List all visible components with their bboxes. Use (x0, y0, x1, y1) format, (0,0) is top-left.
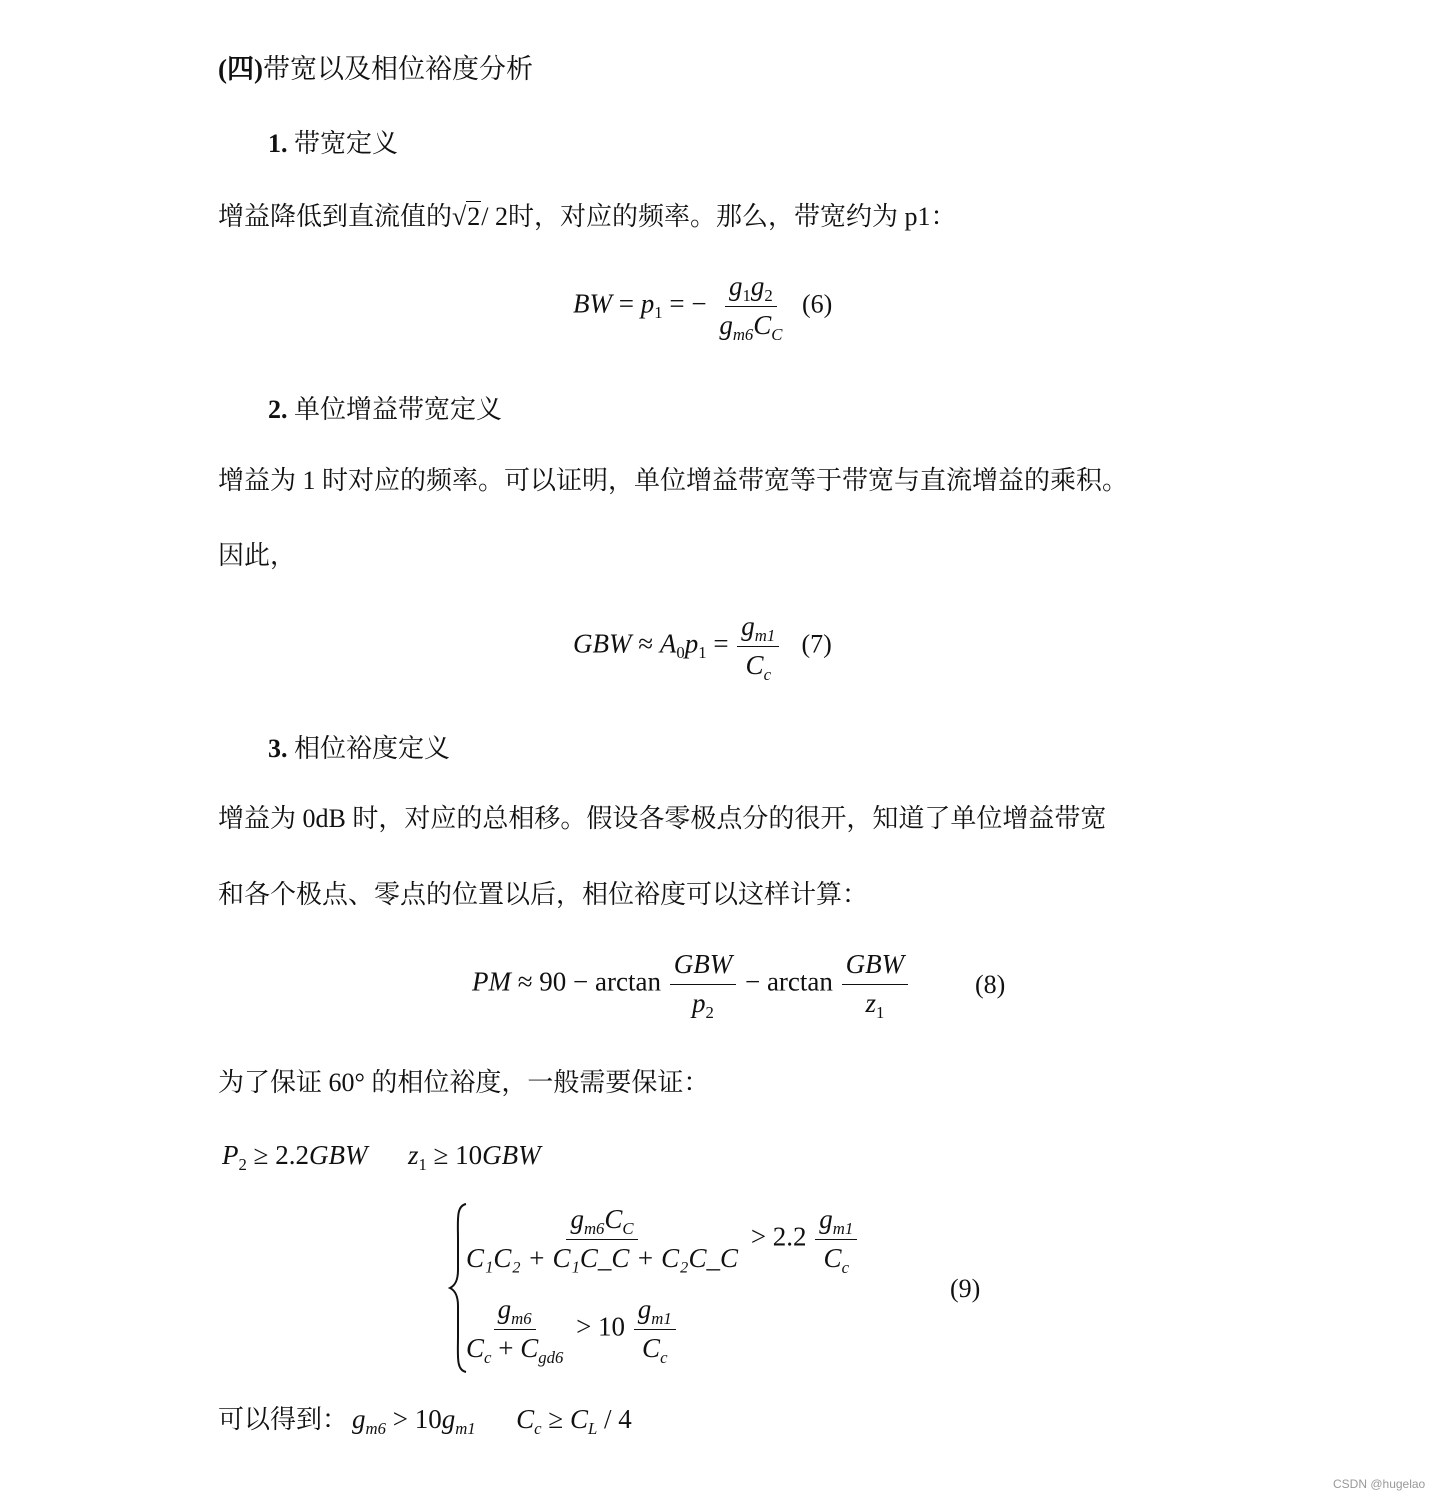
math-term: C (520, 1332, 539, 1363)
math-sub: m6 (365, 1418, 386, 1438)
paragraph-bandwidth-definition (218, 202, 957, 232)
math-op: ≈ (638, 628, 654, 659)
subsection-number: 1. (268, 129, 288, 158)
math-func: arctan (595, 966, 661, 997)
fraction (815, 1204, 857, 1277)
math-term: C₁C₂ + C₁C_C + C₂C_C (466, 1242, 739, 1273)
math-sub: c (484, 1347, 492, 1367)
fraction (462, 1294, 567, 1367)
math-term: C (745, 649, 764, 680)
math-sub: m6 (732, 324, 754, 344)
equation-7 (573, 611, 832, 684)
math-sub: c (841, 1257, 849, 1277)
math-term: GBW (670, 950, 736, 985)
math-op: = (713, 628, 729, 659)
math-term: z (865, 987, 876, 1018)
equation-number-8: (8) (975, 970, 1006, 999)
fraction (634, 1294, 676, 1367)
result-line (218, 1404, 632, 1438)
math-op: / 4 (604, 1404, 632, 1434)
math-op: + (498, 1332, 514, 1363)
math-term: g (441, 1404, 456, 1434)
math-sub: m1 (832, 1218, 854, 1238)
math-op: ≈ 90 − (517, 966, 589, 997)
math-term: P (222, 1140, 239, 1170)
section-title (218, 47, 533, 86)
math-term: C (604, 1204, 623, 1234)
subsection-heading-bandwidth (268, 123, 398, 160)
math-func: arctan (766, 966, 833, 997)
watermark: CSDN @hugelao (1333, 1477, 1426, 1491)
math-term: g (741, 611, 755, 641)
math-sub: 0 (676, 643, 685, 663)
math-sub: c (534, 1418, 542, 1438)
subsection-number: 2. (268, 395, 288, 424)
equation-9-row-1 (460, 1204, 859, 1277)
equation-number: (6) (801, 289, 833, 319)
math-term: g (819, 1204, 833, 1234)
paragraph-pm-60: 为了保证 60° 的相位裕度，一般需要保证： (218, 1068, 710, 1097)
math-sub: c (660, 1347, 668, 1367)
math-term: g (637, 1294, 652, 1324)
math-term: g (729, 271, 743, 301)
paragraph-pm-definition-2: 和各个极点、零点的位置以后，相位裕度可以这样计算： (218, 880, 869, 909)
fraction (670, 949, 736, 1022)
math-sub: 2 (705, 1002, 714, 1022)
math-term: p (640, 288, 655, 319)
math-term: C (753, 309, 772, 340)
math-sub: L (587, 1418, 598, 1438)
math-sub: 1 (742, 285, 751, 305)
math-sub: C (771, 324, 783, 344)
math-op: ≥ 10 (433, 1140, 483, 1170)
text: 增益降低到直流值的 (218, 202, 453, 231)
math-sub: 1 (875, 1002, 885, 1022)
math-op: ≥ (548, 1404, 564, 1434)
math-sub: gd6 (538, 1347, 564, 1367)
paragraph-therefore: 因此， (218, 541, 297, 570)
math-op: > 2.2 (750, 1221, 807, 1252)
math-term: C (823, 1242, 842, 1273)
math-sub: m1 (754, 625, 776, 645)
fraction (715, 271, 786, 344)
math-op: = (618, 288, 634, 319)
math-term: z (407, 1140, 419, 1170)
math-term: g (750, 271, 765, 301)
section-title-text: 带宽以及相位裕度分析 (262, 54, 533, 84)
math-sub: 2 (764, 285, 773, 305)
pm-conditions (222, 1140, 541, 1174)
subsection-number: 3. (268, 734, 288, 763)
math-term: BW (573, 288, 612, 319)
fraction (737, 611, 779, 684)
math-sub: 2 (238, 1154, 247, 1174)
math-sub: 1 (698, 643, 707, 663)
fraction (462, 1205, 742, 1273)
math-term: g (497, 1294, 512, 1324)
math-sub: C (622, 1218, 634, 1238)
math-sub: 1 (418, 1154, 427, 1174)
math-term: p (692, 987, 706, 1018)
math-term: GBW (573, 628, 632, 659)
subsection-heading-gbw (268, 389, 502, 426)
math-sub: c (763, 664, 771, 684)
subsection-heading-phase-margin (268, 728, 450, 765)
math-term: A (659, 628, 677, 659)
math-term: p (684, 628, 699, 659)
equation-number: (7) (801, 629, 832, 659)
math-term: GBW (482, 1140, 541, 1170)
math-op: > 10 (576, 1311, 626, 1342)
math-op: ≥ 2.2 (253, 1140, 309, 1170)
math-term: g (352, 1404, 366, 1434)
math-term: g (719, 309, 733, 340)
math-sub: 1 (654, 303, 663, 323)
math-sub: m1 (651, 1308, 672, 1328)
math-term: C (642, 1332, 661, 1363)
subsection-title: 相位裕度定义 (294, 734, 451, 763)
equation-6 (573, 271, 833, 344)
subsection-title: 单位增益带宽定义 (294, 395, 503, 424)
math-term: GBW (842, 950, 908, 985)
text: 时，对应的频率。那么，带宽约为 p1： (508, 202, 957, 231)
math-term: C (569, 1404, 588, 1434)
text: / 2 (481, 202, 509, 231)
equation-8 (472, 949, 910, 1022)
math-sub: m1 (455, 1418, 476, 1438)
paragraph-pm-definition-1: 增益为 0dB 时，对应的总相移。假设各零极点分的很开，知道了单位增益带宽 (218, 804, 1107, 833)
sqrt-expression: √2 (452, 202, 481, 231)
math-sub: m6 (511, 1308, 532, 1328)
math-term: GBW (308, 1140, 368, 1170)
math-op: > 10 (392, 1404, 442, 1434)
result-label: 可以得到： (218, 1405, 349, 1434)
subsection-title: 带宽定义 (294, 129, 399, 158)
math-term: C (466, 1332, 485, 1363)
math-sub: m6 (583, 1218, 605, 1238)
paragraph-gbw-definition: 增益为 1 时对应的频率。可以证明，单位增益带宽等于带宽与直流增益的乘积。 (218, 466, 1129, 495)
fraction (842, 949, 908, 1022)
radicand: 2 (467, 202, 481, 231)
equation-number-9: (9) (950, 1274, 981, 1303)
math-op: = − (669, 288, 707, 319)
section-prefix: (四) (218, 54, 263, 84)
math-op: − (744, 966, 761, 997)
math-term: PM (472, 966, 511, 997)
math-term: C (516, 1404, 535, 1434)
equation-9-row-2 (460, 1294, 678, 1367)
math-term: g (570, 1204, 584, 1234)
